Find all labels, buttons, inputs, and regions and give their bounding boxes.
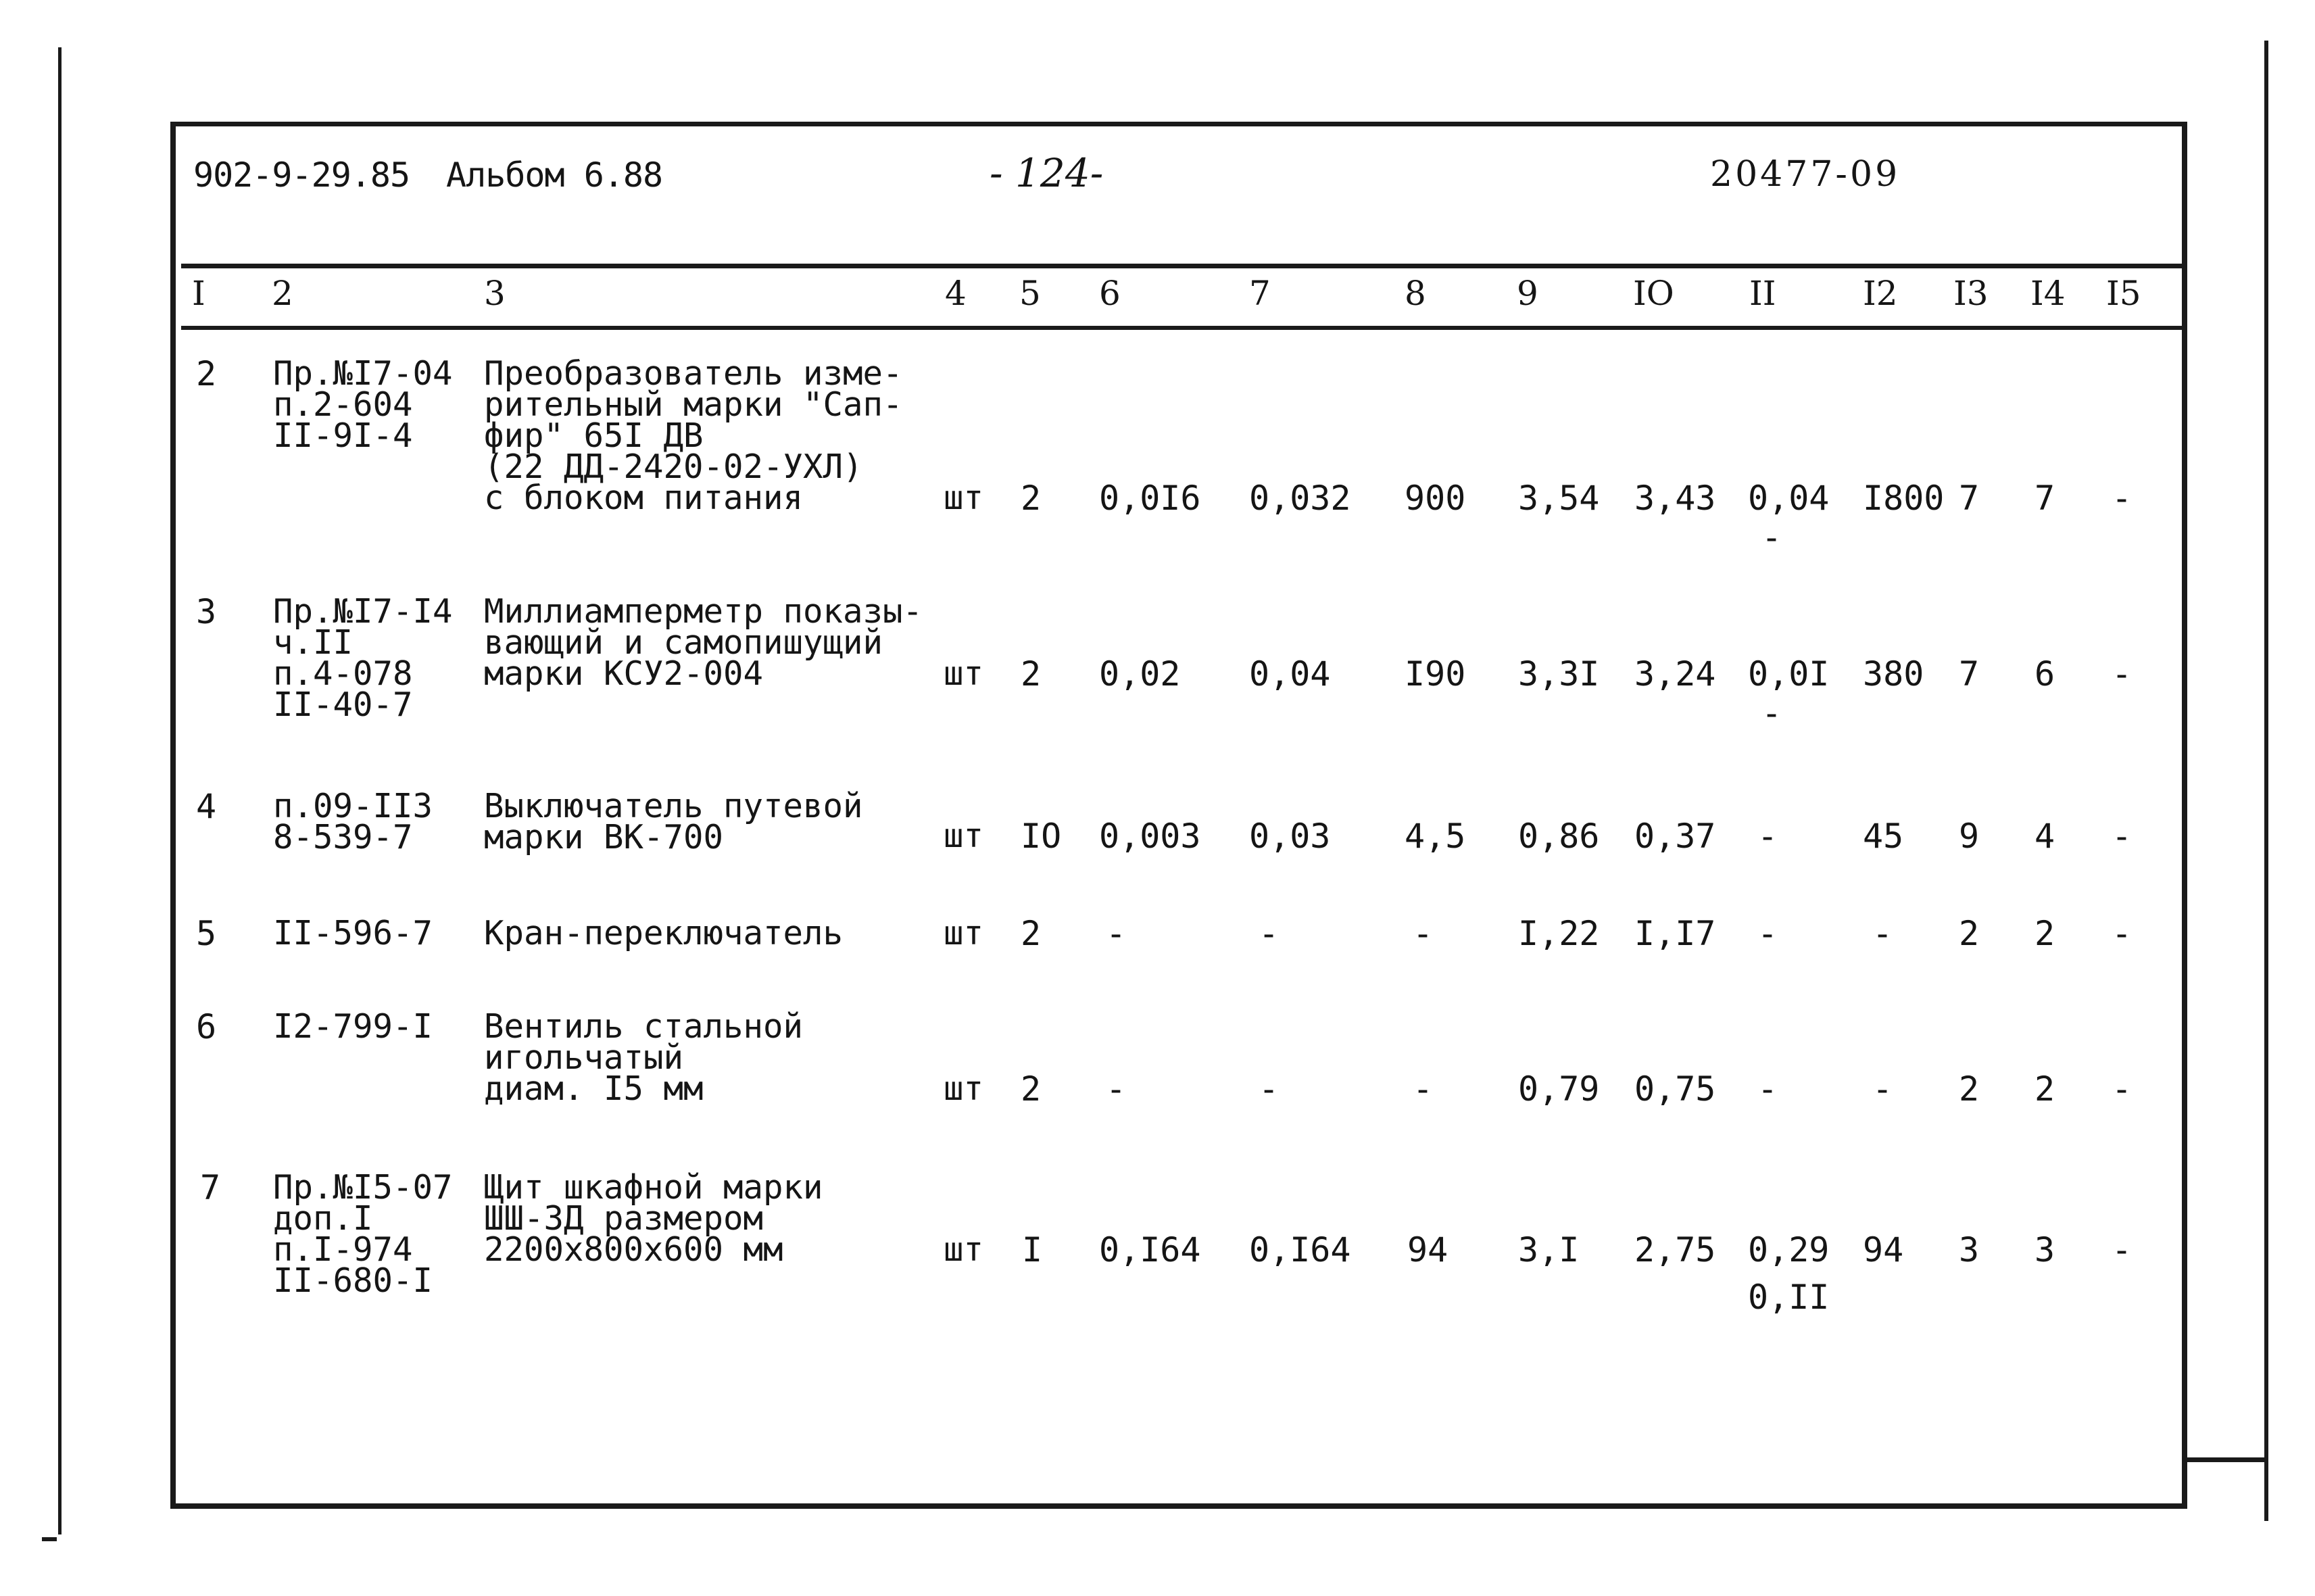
cell-col12: 94 — [1863, 1230, 1904, 1269]
col-head: 8 — [1405, 274, 1426, 313]
cell-col11: 0,29 — [1748, 1230, 1830, 1269]
cell-col15: - — [2112, 817, 2133, 856]
cell-quantity: 2 — [1021, 654, 1042, 694]
cell-unit: шт — [944, 479, 984, 517]
cell-description: Щит шкафной марки ШШ-ЗД размером 2200x800x600 мм — [484, 1168, 823, 1269]
cell-col9: 0,79 — [1518, 1069, 1600, 1109]
col-head: I5 — [2106, 274, 2141, 313]
cell-item-number: 7 — [200, 1168, 221, 1207]
cell-col8: I90 — [1405, 654, 1466, 694]
cell-col12: 380 — [1863, 654, 1924, 694]
cell-col12: 45 — [1863, 817, 1904, 856]
cell-col8: 94 — [1407, 1230, 1448, 1269]
cell-col11-second: - — [1761, 694, 1782, 733]
cell-reference: Пр.№I7-I4 ч.II п.4-078 II-40-7 — [273, 592, 453, 724]
right-binding-line — [2264, 41, 2268, 1521]
col-head: I3 — [1953, 274, 1989, 313]
cell-col13: 7 — [1959, 479, 1980, 518]
frame-side-tick — [2187, 1457, 2268, 1462]
cell-description: Миллиамперметр показы- вающий и самопишущий марки КСУ2-004 — [484, 592, 923, 693]
cell-col9: 3,54 — [1518, 479, 1600, 518]
cell-col11: - — [1757, 817, 1778, 856]
cell-col13: 7 — [1959, 654, 1980, 694]
cell-col7: 0,03 — [1249, 817, 1331, 856]
cell-col13: 2 — [1959, 1069, 1980, 1109]
cell-col13: 9 — [1959, 817, 1980, 856]
cell-item-number: 3 — [196, 592, 217, 631]
album-label: Альбом 6.88 — [446, 155, 663, 195]
cell-col13: 3 — [1959, 1230, 1980, 1269]
cell-col8: - — [1413, 1069, 1434, 1109]
col-head: 9 — [1517, 274, 1538, 313]
col-head: II — [1749, 274, 1776, 313]
cell-col10: 3,24 — [1634, 654, 1716, 694]
col-head: 5 — [1019, 274, 1041, 313]
cell-col10: I,I7 — [1634, 914, 1716, 953]
cell-col14: 2 — [2034, 1069, 2055, 1109]
cell-col9: 0,86 — [1518, 817, 1600, 856]
cell-col10: 2,75 — [1634, 1230, 1716, 1269]
col-head: 3 — [484, 274, 506, 313]
cell-col6: 0,003 — [1099, 817, 1201, 856]
col-head: 4 — [945, 274, 967, 313]
cell-reference: Пр.№I5-07 доп.I п.I-974 II-680-I — [273, 1168, 453, 1300]
cell-col9: I,22 — [1518, 914, 1600, 953]
cell-col7: - — [1259, 914, 1280, 953]
doc-code: 902-9-29.85 — [193, 155, 410, 195]
cell-quantity: I — [1022, 1230, 1043, 1269]
cell-col8: 900 — [1405, 479, 1466, 518]
col-head: 6 — [1099, 274, 1121, 313]
col-head: I2 — [1863, 274, 1898, 313]
cell-col6: - — [1106, 914, 1127, 953]
cell-col7: 0,04 — [1249, 654, 1331, 694]
cell-col6: 0,02 — [1099, 654, 1181, 694]
cell-col14: 2 — [2034, 914, 2055, 953]
cell-col7: 0,I64 — [1249, 1230, 1351, 1269]
cell-reference: II-596-7 — [273, 914, 433, 952]
col-head: I — [192, 274, 205, 313]
cell-description: Преобразователь изме- рительный марки "Сап- фир" 65I ДВ (22 ДД-2420-02-УХЛ) с блоком питания — [484, 354, 903, 517]
cell-col15: - — [2112, 479, 2133, 518]
cell-col7: - — [1259, 1069, 1280, 1109]
cell-col11: - — [1757, 914, 1778, 953]
cell-col14: 4 — [2034, 817, 2055, 856]
cell-col11: 0,0I — [1748, 654, 1830, 694]
col-head: 7 — [1249, 274, 1271, 313]
cell-unit: шт — [944, 914, 984, 952]
cell-col14: 7 — [2034, 479, 2055, 518]
cell-col9: 3,3I — [1518, 654, 1600, 694]
cell-col10: 0,75 — [1634, 1069, 1716, 1109]
cell-item-number: 6 — [196, 1007, 217, 1046]
page-number: - 124- — [990, 150, 1104, 196]
header-top-rule — [181, 264, 2182, 268]
cell-col14: 6 — [2034, 654, 2055, 694]
cell-col12: I800 — [1863, 479, 1945, 518]
cell-col9: 3,I — [1518, 1230, 1580, 1269]
cell-reference: п.09-II3 8-539-7 — [273, 787, 433, 856]
cell-col10: 3,43 — [1634, 479, 1716, 518]
corner-mark — [42, 1537, 57, 1541]
cell-description: Кран-переключатель — [484, 914, 844, 952]
cell-col6: 0,0I6 — [1099, 479, 1201, 518]
cell-col6: 0,I64 — [1099, 1230, 1201, 1269]
cell-col12: - — [1872, 1069, 1893, 1109]
cell-col11: 0,04 — [1748, 479, 1830, 518]
cell-col11-second: - — [1761, 518, 1782, 557]
cell-reference: I2-799-I — [273, 1007, 433, 1046]
cell-reference: Пр.№I7-04 п.2-604 II-9I-4 — [273, 354, 453, 455]
cell-col14: 3 — [2034, 1230, 2055, 1269]
cell-quantity: 2 — [1021, 479, 1042, 518]
cell-col15: - — [2112, 1069, 2133, 1109]
cell-col15: - — [2112, 654, 2133, 694]
header-bottom-rule — [181, 326, 2182, 330]
cell-unit: шт — [944, 1069, 984, 1108]
col-head: 2 — [272, 274, 293, 313]
cell-item-number: 4 — [196, 787, 217, 826]
cell-description: Вентиль стальной игольчатый диам. I5 мм — [484, 1007, 804, 1108]
cell-unit: шт — [944, 654, 984, 693]
cell-description: Выключатель путевой марки ВК-700 — [484, 787, 863, 856]
cell-col6: - — [1106, 1069, 1127, 1109]
cell-item-number: 2 — [196, 354, 217, 393]
cell-col8: - — [1413, 914, 1434, 953]
cell-item-number: 5 — [196, 914, 217, 953]
cell-col15: - — [2112, 1230, 2133, 1269]
cell-col8: 4,5 — [1405, 817, 1466, 856]
cell-unit: шт — [944, 1230, 984, 1269]
cell-unit: шт — [944, 817, 984, 855]
sheet-code: 20477-09 — [1710, 154, 1901, 195]
left-binding-line — [58, 47, 62, 1534]
cell-col7: 0,032 — [1249, 479, 1351, 518]
cell-col11: - — [1757, 1069, 1778, 1109]
col-head: IO — [1633, 274, 1674, 313]
cell-col11-second: 0,II — [1748, 1278, 1830, 1317]
cell-quantity: 2 — [1021, 1069, 1042, 1109]
col-head: I4 — [2030, 274, 2066, 313]
cell-col10: 0,37 — [1634, 817, 1716, 856]
cell-col15: - — [2112, 914, 2133, 953]
cell-quantity: 2 — [1021, 914, 1042, 953]
cell-col13: 2 — [1959, 914, 1980, 953]
cell-col12: - — [1872, 914, 1893, 953]
cell-quantity: IO — [1021, 817, 1062, 856]
